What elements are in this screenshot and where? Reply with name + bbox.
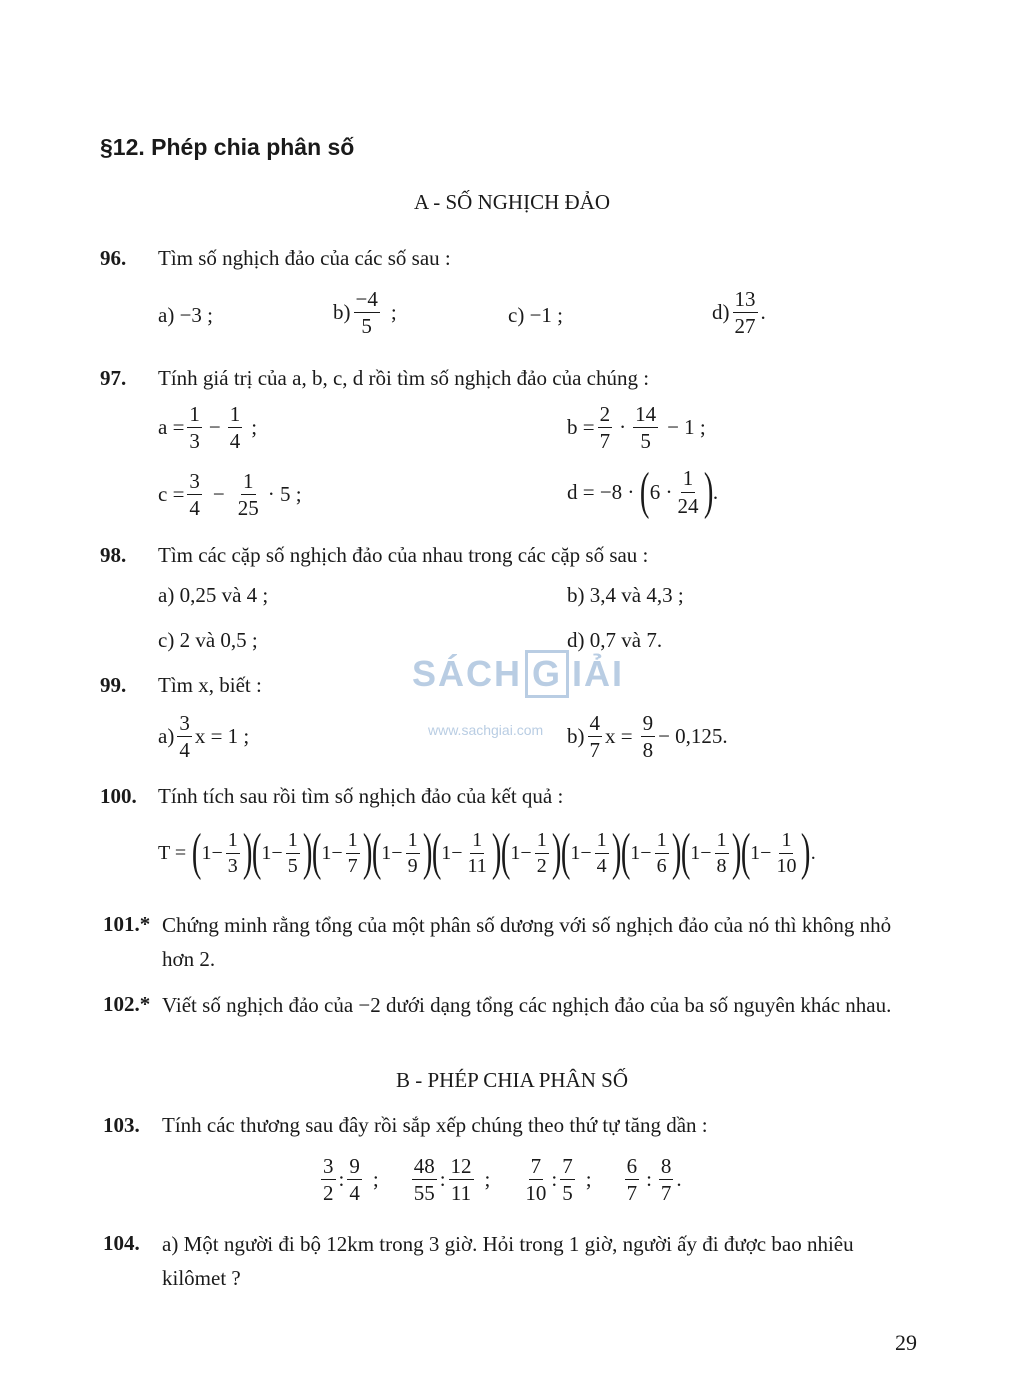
- problem-98-text: Tìm các cặp số nghịch đảo của nhau trong các cặp số sau :: [158, 543, 649, 567]
- problem-97-c: c = $\frac{3}{4}$ − $\frac{1}{25}$ · 5 ;: [158, 469, 302, 521]
- watermark-logo: SÁCH G IẢI: [412, 650, 624, 698]
- fraction: $\frac{13}{27}$: [734, 287, 756, 339]
- page-number: 29: [895, 1330, 917, 1355]
- problem-103-text: Tính các thương sau đây rồi sắp xếp chúng theo thứ tự tăng dần :: [162, 1113, 708, 1137]
- problem-99-a: a) $\frac{3}{4}$ x = 1 ;: [158, 711, 250, 763]
- problem-102-text: Viết số nghịch đảo của −2 dưới dạng tổng các nghịch đảo của ba số nguyên khác nhau.: [162, 993, 892, 1017]
- problem-103-number: 103.: [103, 1113, 140, 1137]
- problem-99-b: b) $\frac{4}{7}$ x = $\frac{9}{8}$ − 0,125.: [567, 711, 728, 763]
- problem-99-number: 99.: [100, 673, 127, 697]
- problem-96-d: d) $\frac{13}{27}$ .: [712, 287, 766, 339]
- problem-97-text: Tính giá trị của a, b, c, d rồi tìm số nghịch đảo của chúng :: [158, 366, 650, 390]
- product-factor: ( 1− $\frac{1}{7}$ ): [311, 824, 373, 881]
- problem-100-number: 100.: [100, 784, 137, 808]
- problem-98-d: d) 0,7 và 7.: [567, 628, 663, 652]
- product-factor: ( 1− $\frac{1}{11}$ ): [431, 824, 502, 881]
- problem-98-c: c) 2 và 0,5 ;: [158, 628, 258, 652]
- problem-96-number: 96.: [100, 246, 127, 270]
- section-title: §12. Phép chia phân số: [100, 134, 355, 160]
- problem-97-b: b = $\frac{2}{7}$ · $\frac{14}{5}$ − 1 ;: [567, 402, 706, 454]
- product-factor: ( 1− $\frac{1}{10}$ ): [740, 824, 811, 881]
- product-factor: ( 1− $\frac{1}{9}$ ): [371, 824, 432, 881]
- product-factor: ( 1− $\frac{1}{4}$ ): [560, 824, 622, 881]
- problem-97-a: a = $\frac{1}{3}$ − $\frac{1}{4}$ ;: [158, 402, 258, 454]
- part-b-title: B - PHÉP CHIA PHÂN SỐ: [395, 1068, 628, 1092]
- problem-97-d: d = −8 · ( 6 · $\frac{1}{24}$ ) .: [567, 463, 719, 520]
- label: d): [712, 300, 730, 325]
- problem-98-a: a) 0,25 và 4 ;: [158, 583, 269, 607]
- fraction: $\frac{-4}{5}$: [355, 287, 378, 339]
- problem-96-text: Tìm số nghịch đảo của các số sau :: [158, 246, 451, 270]
- problem-96-b: b) $\frac{-4}{5}$ ;: [333, 287, 397, 339]
- label: b): [333, 300, 351, 325]
- product-factor: ( 1− $\frac{1}{2}$ ): [500, 824, 562, 881]
- problem-98-b: b) 3,4 và 4,3 ;: [567, 583, 684, 607]
- problem-103-quotients: $\frac{3}{2}$ : $\frac{9}{4}$ ; $\frac{48}{55}$ : $\frac{12}{11}$ ; $\frac{7}{10}$ : $\frac{7}{5}$ ; $\frac{6}{7}$ : $\frac{8}{7}$ .: [323, 1154, 682, 1206]
- product-factor: ( 1− $\frac{1}{5}$ ): [251, 824, 313, 881]
- watermark-url: www.sachgiai.com: [428, 722, 544, 738]
- problem-96-c: c) −1 ;: [508, 303, 563, 327]
- problem-102-number: 102.*: [103, 992, 151, 1016]
- problem-101-text: Chứng minh rằng tổng của một phân số dương với số nghịch đảo của nó thì không nhỏ hơn 2.: [162, 913, 892, 971]
- problem-100-text: Tính tích sau rồi tìm số nghịch đảo của kết quả :: [158, 784, 564, 808]
- problem-96-a: a) −3 ;: [158, 303, 213, 327]
- problem-97-number: 97.: [100, 366, 127, 390]
- problem-104-number: 104.: [103, 1231, 140, 1255]
- part-a-title: A - SỐ NGHỊCH ĐẢO: [413, 190, 610, 214]
- product-factors: [192, 824, 811, 881]
- problem-101-number: 101.*: [103, 912, 151, 936]
- product-factor: ( 1− $\frac{1}{8}$ ): [680, 824, 741, 881]
- problem-104-text: a) Một người đi bộ 12km trong 3 giờ. Hỏi trong 1 giờ, người ấy đi được bao nhiêu kilômet ?: [162, 1232, 854, 1290]
- problem-99-text: Tìm x, biết :: [158, 673, 262, 697]
- product-factor: ( 1− $\frac{1}{3}$ ): [192, 824, 253, 881]
- problem-100-product: T = ( 1− $\frac{1}{3}$ ) ( 1− $\frac{1}{5}$ ) ( 1− $\frac{1}{7}$ ) ( 1− $\frac{1}{9}$ ) ( 1− $\frac{1}{11}$ ) ( 1− $\frac{1}{2}$ ) ( 1− $\frac{1}{4}$ ) ( 1− $\frac{1}{6}$ ) ( 1− $\frac{1}{8}$ ) ( 1− $\frac{1}{10}$ ) .: [158, 824, 816, 881]
- product-factor: ( 1− $\frac{1}{6}$ ): [620, 824, 682, 881]
- problem-98-number: 98.: [100, 543, 127, 567]
